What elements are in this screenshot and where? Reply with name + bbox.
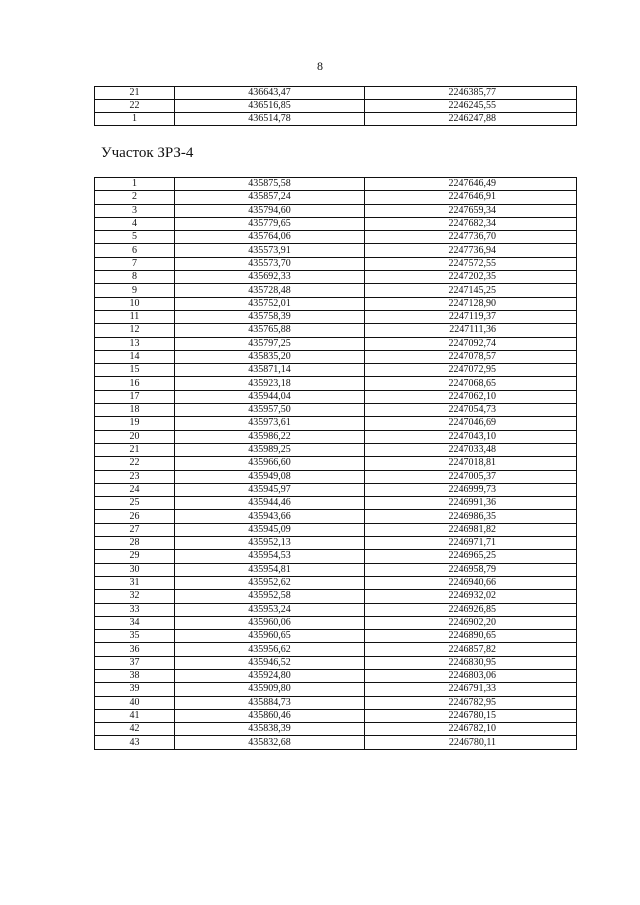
point-number-cell: 12 bbox=[95, 324, 175, 337]
table-row bbox=[95, 669, 577, 682]
point-number-cell: 20 bbox=[95, 430, 175, 443]
table-row bbox=[95, 404, 577, 417]
x-coordinate-cell: 435986,22 bbox=[175, 430, 365, 443]
table-row bbox=[95, 616, 577, 629]
y-coordinate-cell: 2247646,91 bbox=[365, 191, 577, 204]
y-coordinate-cell: 2246926,85 bbox=[365, 603, 577, 616]
y-coordinate-cell: 2247072,95 bbox=[365, 364, 577, 377]
y-coordinate-cell: 2247202,35 bbox=[365, 271, 577, 284]
table-row bbox=[95, 523, 577, 536]
y-coordinate-cell: 2247068,65 bbox=[365, 377, 577, 390]
point-number-cell: 22 bbox=[95, 100, 175, 113]
point-number-cell: 4 bbox=[95, 217, 175, 230]
table-row bbox=[95, 284, 577, 297]
table-row bbox=[95, 563, 577, 576]
point-number-cell: 19 bbox=[95, 417, 175, 430]
table-row bbox=[95, 204, 577, 217]
coordinates-table-continued bbox=[94, 86, 577, 126]
y-coordinate-cell: 2246782,95 bbox=[365, 696, 577, 709]
y-coordinate-cell: 2246981,82 bbox=[365, 523, 577, 536]
x-coordinate-cell: 435957,50 bbox=[175, 404, 365, 417]
x-coordinate-cell: 435989,25 bbox=[175, 443, 365, 456]
table-row bbox=[95, 497, 577, 510]
table-row bbox=[95, 178, 577, 191]
coordinates-table-body bbox=[95, 178, 577, 750]
x-coordinate-cell: 435758,39 bbox=[175, 310, 365, 323]
x-coordinate-cell: 435973,61 bbox=[175, 417, 365, 430]
table-row bbox=[95, 723, 577, 736]
x-coordinate-cell: 435752,01 bbox=[175, 297, 365, 310]
point-number-cell: 37 bbox=[95, 656, 175, 669]
point-number-cell: 26 bbox=[95, 510, 175, 523]
table-row bbox=[95, 324, 577, 337]
point-number-cell: 22 bbox=[95, 457, 175, 470]
point-number-cell: 18 bbox=[95, 404, 175, 417]
y-coordinate-cell: 2246999,73 bbox=[365, 483, 577, 496]
page-number: 8 bbox=[317, 59, 323, 73]
x-coordinate-cell: 435832,68 bbox=[175, 736, 365, 749]
table-row bbox=[95, 470, 577, 483]
x-coordinate-cell: 435871,14 bbox=[175, 364, 365, 377]
point-number-cell: 7 bbox=[95, 257, 175, 270]
x-coordinate-cell: 435952,58 bbox=[175, 590, 365, 603]
x-coordinate-cell: 435943,66 bbox=[175, 510, 365, 523]
x-coordinate-cell: 436516,85 bbox=[175, 100, 365, 113]
x-coordinate-cell: 435857,24 bbox=[175, 191, 365, 204]
x-coordinate-cell: 435966,60 bbox=[175, 457, 365, 470]
y-coordinate-cell: 2246803,06 bbox=[365, 669, 577, 682]
y-coordinate-cell: 2247736,94 bbox=[365, 244, 577, 257]
x-coordinate-cell: 435949,08 bbox=[175, 470, 365, 483]
table-row bbox=[95, 696, 577, 709]
x-coordinate-cell: 435765,88 bbox=[175, 324, 365, 337]
table-row bbox=[95, 457, 577, 470]
table-row bbox=[95, 390, 577, 403]
y-coordinate-cell: 2247033,48 bbox=[365, 443, 577, 456]
point-number-cell: 21 bbox=[95, 443, 175, 456]
x-coordinate-cell: 435956,62 bbox=[175, 643, 365, 656]
y-coordinate-cell: 2246965,25 bbox=[365, 550, 577, 563]
point-number-cell: 16 bbox=[95, 377, 175, 390]
point-number-cell: 11 bbox=[95, 310, 175, 323]
y-coordinate-cell: 2246991,36 bbox=[365, 497, 577, 510]
y-coordinate-cell: 2247018,81 bbox=[365, 457, 577, 470]
table-row bbox=[95, 537, 577, 550]
section-title: Участок ЗРЗ-4 bbox=[101, 145, 194, 161]
x-coordinate-cell: 435945,09 bbox=[175, 523, 365, 536]
x-coordinate-cell: 435573,91 bbox=[175, 244, 365, 257]
point-number-cell: 5 bbox=[95, 231, 175, 244]
table-row bbox=[95, 337, 577, 350]
y-coordinate-cell: 2246782,10 bbox=[365, 723, 577, 736]
table-row bbox=[95, 297, 577, 310]
coordinates-table-continued-body bbox=[95, 87, 577, 126]
point-number-cell: 3 bbox=[95, 204, 175, 217]
y-coordinate-cell: 2246940,66 bbox=[365, 576, 577, 589]
y-coordinate-cell: 2246971,71 bbox=[365, 537, 577, 550]
table-row bbox=[95, 217, 577, 230]
y-coordinate-cell: 2247111,36 bbox=[365, 324, 577, 337]
y-coordinate-cell: 2247119,37 bbox=[365, 310, 577, 323]
point-number-cell: 1 bbox=[95, 178, 175, 191]
y-coordinate-cell: 2247043,10 bbox=[365, 430, 577, 443]
point-number-cell: 1 bbox=[95, 113, 175, 126]
point-number-cell: 25 bbox=[95, 497, 175, 510]
table-row bbox=[95, 257, 577, 270]
y-coordinate-cell: 2246780,15 bbox=[365, 709, 577, 722]
x-coordinate-cell: 435764,06 bbox=[175, 231, 365, 244]
point-number-cell: 33 bbox=[95, 603, 175, 616]
x-coordinate-cell: 435924,80 bbox=[175, 669, 365, 682]
table-row bbox=[95, 709, 577, 722]
y-coordinate-cell: 2246890,65 bbox=[365, 630, 577, 643]
table-row bbox=[95, 87, 577, 100]
x-coordinate-cell: 435875,58 bbox=[175, 178, 365, 191]
point-number-cell: 28 bbox=[95, 537, 175, 550]
point-number-cell: 34 bbox=[95, 616, 175, 629]
table-row bbox=[95, 736, 577, 749]
table-row bbox=[95, 576, 577, 589]
table-row bbox=[95, 244, 577, 257]
y-coordinate-cell: 2247078,57 bbox=[365, 350, 577, 363]
point-number-cell: 43 bbox=[95, 736, 175, 749]
table-row bbox=[95, 550, 577, 563]
y-coordinate-cell: 2247062,10 bbox=[365, 390, 577, 403]
table-row bbox=[95, 590, 577, 603]
y-coordinate-cell: 2247128,90 bbox=[365, 297, 577, 310]
point-number-cell: 38 bbox=[95, 669, 175, 682]
y-coordinate-cell: 2247572,55 bbox=[365, 257, 577, 270]
table-row bbox=[95, 364, 577, 377]
x-coordinate-cell: 435952,13 bbox=[175, 537, 365, 550]
x-coordinate-cell: 435835,20 bbox=[175, 350, 365, 363]
y-coordinate-cell: 2247092,74 bbox=[365, 337, 577, 350]
x-coordinate-cell: 435573,70 bbox=[175, 257, 365, 270]
x-coordinate-cell: 435779,65 bbox=[175, 217, 365, 230]
y-coordinate-cell: 2246902,20 bbox=[365, 616, 577, 629]
point-number-cell: 10 bbox=[95, 297, 175, 310]
table-row bbox=[95, 271, 577, 284]
x-coordinate-cell: 435944,04 bbox=[175, 390, 365, 403]
y-coordinate-cell: 2246385,77 bbox=[365, 87, 577, 100]
point-number-cell: 13 bbox=[95, 337, 175, 350]
table-row bbox=[95, 430, 577, 443]
point-number-cell: 2 bbox=[95, 191, 175, 204]
y-coordinate-cell: 2246958,79 bbox=[365, 563, 577, 576]
y-coordinate-cell: 2247646,49 bbox=[365, 178, 577, 191]
x-coordinate-cell: 435838,39 bbox=[175, 723, 365, 736]
point-number-cell: 29 bbox=[95, 550, 175, 563]
x-coordinate-cell: 435794,60 bbox=[175, 204, 365, 217]
point-number-cell: 30 bbox=[95, 563, 175, 576]
point-number-cell: 6 bbox=[95, 244, 175, 257]
point-number-cell: 24 bbox=[95, 483, 175, 496]
table-row bbox=[95, 377, 577, 390]
x-coordinate-cell: 435960,65 bbox=[175, 630, 365, 643]
table-row bbox=[95, 510, 577, 523]
point-number-cell: 14 bbox=[95, 350, 175, 363]
x-coordinate-cell: 435728,48 bbox=[175, 284, 365, 297]
x-coordinate-cell: 435954,53 bbox=[175, 550, 365, 563]
table-row bbox=[95, 683, 577, 696]
y-coordinate-cell: 2246245,55 bbox=[365, 100, 577, 113]
table-row bbox=[95, 603, 577, 616]
y-coordinate-cell: 2247682,34 bbox=[365, 217, 577, 230]
x-coordinate-cell: 435954,81 bbox=[175, 563, 365, 576]
y-coordinate-cell: 2246830,95 bbox=[365, 656, 577, 669]
y-coordinate-cell: 2247046,69 bbox=[365, 417, 577, 430]
table-row bbox=[95, 100, 577, 113]
point-number-cell: 17 bbox=[95, 390, 175, 403]
x-coordinate-cell: 435692,33 bbox=[175, 271, 365, 284]
x-coordinate-cell: 435797,25 bbox=[175, 337, 365, 350]
table-row bbox=[95, 231, 577, 244]
y-coordinate-cell: 2247659,34 bbox=[365, 204, 577, 217]
point-number-cell: 40 bbox=[95, 696, 175, 709]
y-coordinate-cell: 2246791,33 bbox=[365, 683, 577, 696]
y-coordinate-cell: 2247054,73 bbox=[365, 404, 577, 417]
x-coordinate-cell: 435923,18 bbox=[175, 377, 365, 390]
table-row bbox=[95, 350, 577, 363]
point-number-cell: 23 bbox=[95, 470, 175, 483]
y-coordinate-cell: 2246247,88 bbox=[365, 113, 577, 126]
point-number-cell: 8 bbox=[95, 271, 175, 284]
x-coordinate-cell: 435944,46 bbox=[175, 497, 365, 510]
y-coordinate-cell: 2246986,35 bbox=[365, 510, 577, 523]
y-coordinate-cell: 2246932,02 bbox=[365, 590, 577, 603]
table-row bbox=[95, 113, 577, 126]
y-coordinate-cell: 2246857,82 bbox=[365, 643, 577, 656]
x-coordinate-cell: 436514,78 bbox=[175, 113, 365, 126]
table-row bbox=[95, 483, 577, 496]
y-coordinate-cell: 2246780,11 bbox=[365, 736, 577, 749]
point-number-cell: 27 bbox=[95, 523, 175, 536]
point-number-cell: 41 bbox=[95, 709, 175, 722]
x-coordinate-cell: 435909,80 bbox=[175, 683, 365, 696]
x-coordinate-cell: 435953,24 bbox=[175, 603, 365, 616]
point-number-cell: 21 bbox=[95, 87, 175, 100]
y-coordinate-cell: 2247145,25 bbox=[365, 284, 577, 297]
table-row bbox=[95, 417, 577, 430]
x-coordinate-cell: 435884,73 bbox=[175, 696, 365, 709]
point-number-cell: 42 bbox=[95, 723, 175, 736]
x-coordinate-cell: 435945,97 bbox=[175, 483, 365, 496]
coordinates-table bbox=[94, 177, 577, 750]
x-coordinate-cell: 435860,46 bbox=[175, 709, 365, 722]
table-row bbox=[95, 310, 577, 323]
x-coordinate-cell: 435952,62 bbox=[175, 576, 365, 589]
point-number-cell: 31 bbox=[95, 576, 175, 589]
point-number-cell: 36 bbox=[95, 643, 175, 656]
x-coordinate-cell: 435960,06 bbox=[175, 616, 365, 629]
table-row bbox=[95, 630, 577, 643]
x-coordinate-cell: 435946,52 bbox=[175, 656, 365, 669]
y-coordinate-cell: 2247736,70 bbox=[365, 231, 577, 244]
table-row bbox=[95, 443, 577, 456]
table-row bbox=[95, 656, 577, 669]
table-row bbox=[95, 191, 577, 204]
point-number-cell: 9 bbox=[95, 284, 175, 297]
point-number-cell: 39 bbox=[95, 683, 175, 696]
point-number-cell: 35 bbox=[95, 630, 175, 643]
y-coordinate-cell: 2247005,37 bbox=[365, 470, 577, 483]
point-number-cell: 32 bbox=[95, 590, 175, 603]
table-row bbox=[95, 643, 577, 656]
x-coordinate-cell: 436643,47 bbox=[175, 87, 365, 100]
point-number-cell: 15 bbox=[95, 364, 175, 377]
